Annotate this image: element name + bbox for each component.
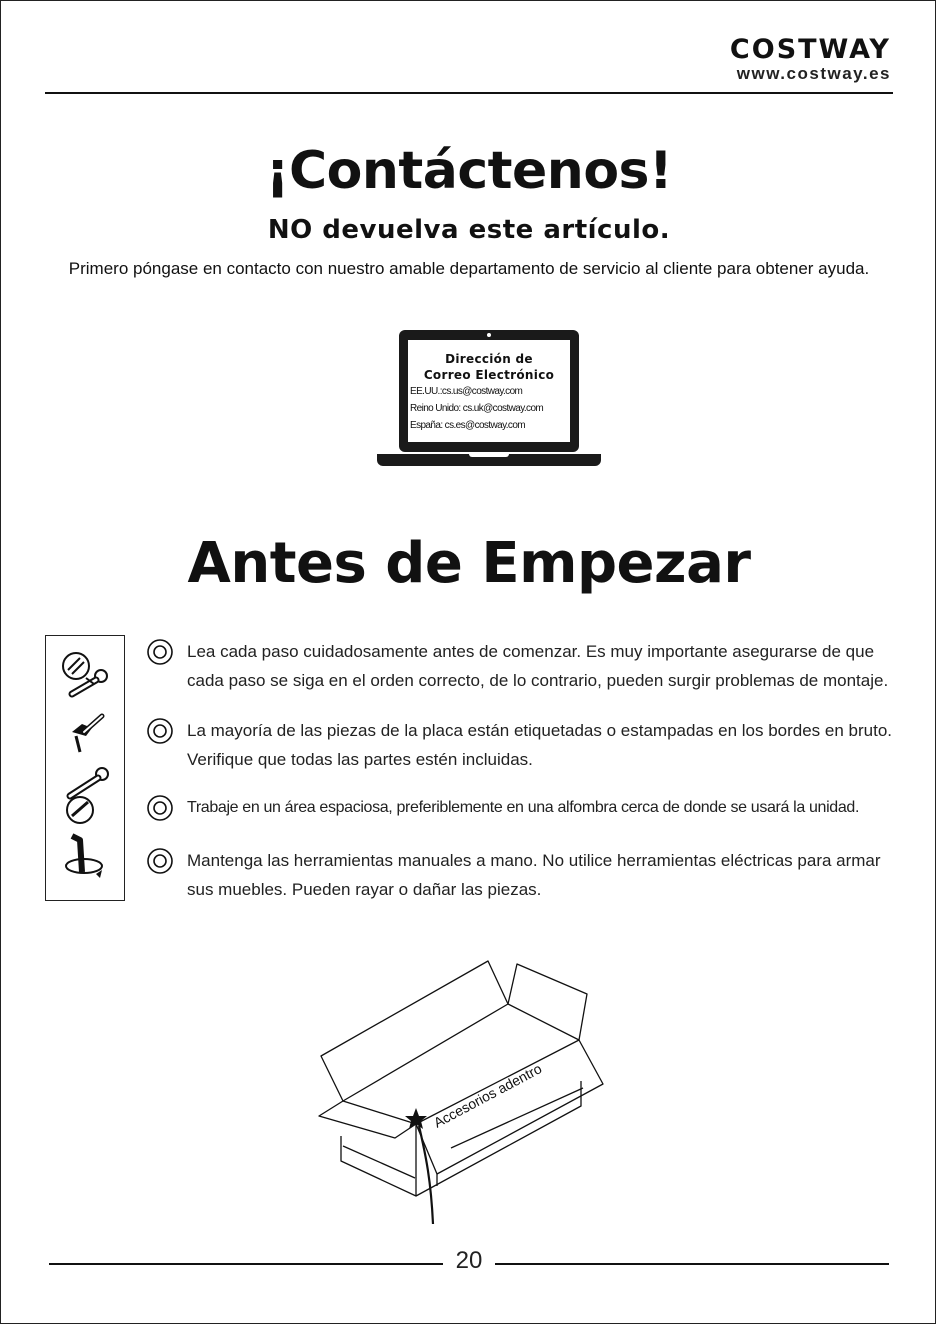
email-title-line1: Dirección de xyxy=(445,352,533,366)
header-divider xyxy=(45,92,893,94)
laptop-illustration xyxy=(377,329,601,469)
email-es: España: cs.es@costway.com xyxy=(410,420,526,431)
allen-key-icon xyxy=(46,828,124,894)
laptop-base xyxy=(377,454,601,466)
email-box xyxy=(408,340,570,442)
brand-url: www.costway.es xyxy=(736,64,891,83)
list-item-line2: sus muebles. Pueden rayar o dañar las piezas. xyxy=(187,880,542,899)
list-item-text xyxy=(187,793,859,822)
brand-name: COSTWAY xyxy=(729,34,891,65)
list-item-line2: Verifique que todas las partes estén incluidas. xyxy=(187,750,533,769)
footer-divider-right xyxy=(495,1263,889,1265)
laptop-screen xyxy=(399,330,579,452)
tools-panel xyxy=(45,635,125,901)
email-us: EE.UU.:cs.us@costway.com xyxy=(410,386,523,397)
before-start-title: Antes de Empezar xyxy=(187,531,751,596)
list-item-line1: Mantenga las herramientas manuales a mano. No utilice herramientas eléctricas para armar xyxy=(187,851,881,870)
list-item-text xyxy=(187,846,881,904)
bullet-circle-icon xyxy=(147,639,173,665)
list-item-line1: Lea cada paso cuidadosamente antes de comenzar. Es muy importante asegurarse de que xyxy=(187,642,875,661)
bullet-circle-icon xyxy=(147,718,173,744)
no-return-notice: NO devuelva este artículo. xyxy=(267,215,671,245)
box-label: Accesorios adentro xyxy=(430,1060,545,1131)
list-item-line1: Trabaje en un área espaciosa, preferiblemente en una alfombra cerca de donde se usará la unidad. xyxy=(187,799,860,816)
contact-description: Primero póngase en contacto con nuestro amable departamento de servicio al cliente para obtener ayuda. xyxy=(68,259,870,278)
brand-logo xyxy=(730,35,891,83)
laptop-notch xyxy=(469,454,509,457)
email-box-title xyxy=(408,351,570,383)
contact-title: ¡Contáctenos! xyxy=(265,141,673,201)
list-item-line1: La mayoría de las piezas de la placa están etiquetadas o estampadas en los bordes en bruto. xyxy=(187,721,893,740)
hammer-icon xyxy=(46,710,124,770)
email-title-line2: Correo Electrónico xyxy=(423,368,555,382)
webcam-icon xyxy=(487,333,491,337)
list-item-line2: cada paso se siga en el orden correcto, de lo contrario, pueden surgir problemas de montaje. xyxy=(187,671,889,690)
bullet-circle-icon xyxy=(147,848,173,874)
list-item-text xyxy=(187,637,888,695)
open-box-illustration xyxy=(311,956,611,1226)
phillips-screwdriver-icon xyxy=(46,642,124,702)
bullet-circle-icon xyxy=(147,795,173,821)
page-number: 20 xyxy=(455,1247,483,1274)
flathead-screwdriver-icon xyxy=(46,762,124,832)
footer-divider-left xyxy=(49,1263,443,1265)
list-item-text xyxy=(187,716,892,774)
email-uk: Reino Unido: cs.uk@costway.com xyxy=(410,403,544,414)
